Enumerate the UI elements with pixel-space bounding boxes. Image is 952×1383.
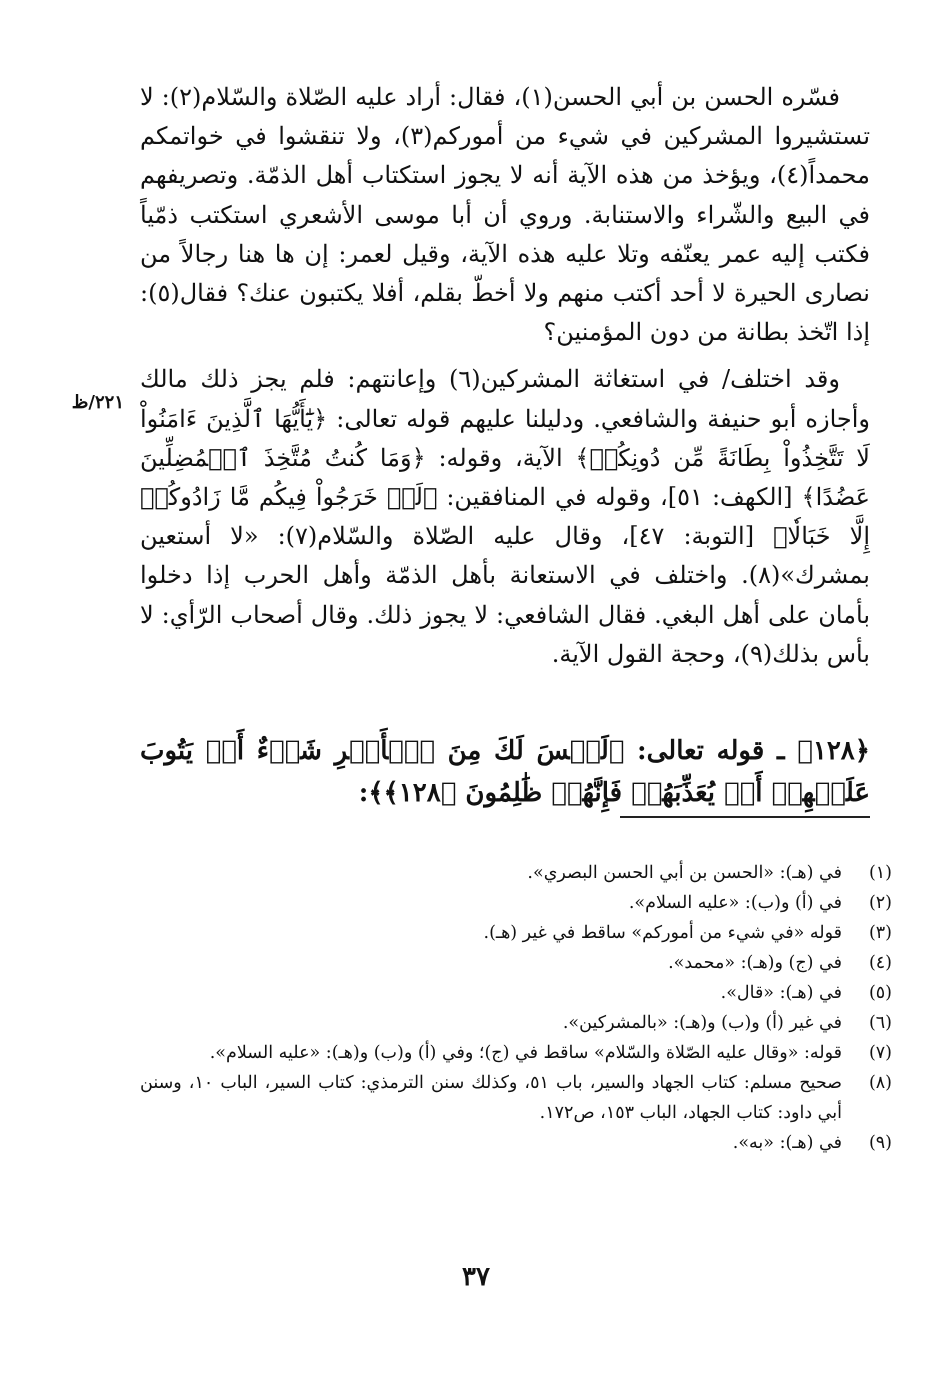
paragraph-2: وقد اختلف/ في استغاثة المشركين(٦) وإعانتهم: فلم يجز ذلك مالك وأجازه أبو حنيفة والشافعي. ودليلنا عليهم قوله تعالى: ﴿يَٰٓأَيُّهَا ٱلَّذِينَ ءَامَنُواْ لَا تَتَّخِذُواْ بِطَانَةً مِّن دُونِكُمۡ﴾ الآية، وقوله: ﴿وَمَا كُنتُ مُتَّخِذَ ٱلۡمُضِلِّينَ عَضُدًا﴾ [الكهف: ٥١]، وقوله في المنافقين: ﴿لَوۡ خَرَجُواْ فِيكُم مَّا زَادُوكُمۡ إِلَّا خَبَالٗا﴾ [التوبة: ٤٧]، وقال عليه الصّلاة والسّلام(٧): «لا أستعين بمشرك»(٨). واختلف في الاستعانة بأهل الذمّة وأهل الحرب إذا دخلوا بأمان على أهل البغي. فقال الشافعي: لا يجوز ذلك. وقال أصحاب الرّأي: لا بأس بذلك(٩)، وحجة القول الآية. [140, 365, 871, 668]
manuscript-folio-note: ٢٢١/ظ [71, 392, 124, 413]
footnote-item [140, 1038, 892, 1068]
verse-heading: ﴿١٢٨﴾ ـ قوله تعالى: ﴿لَيۡسَ لَكَ مِنَ ٱلۡأَمۡرِ شَيۡءٌ أَوۡ يَتُوبَ عَلَيۡهِمۡ أَوۡ يُعَذِّبَهُمۡ فَإِنَّهُمۡ ظَٰلِمُونَ ﴿١٢٨﴾﴾: [140, 736, 870, 808]
footnote-text: في غير (أ) و(ب) و(هـ): «بالمشركين». [562, 1013, 842, 1033]
main-text [140, 78, 870, 674]
footnote-text: في (هـ): «قال». [720, 983, 842, 1003]
footnote-item [140, 888, 892, 918]
footnote-item [140, 948, 892, 978]
footnote-text: في (أ) و(ب): «عليه السلام». [628, 893, 842, 913]
footnote-number: (٨) [868, 1073, 892, 1093]
footnote-number: (٣) [868, 923, 892, 943]
footnote-text: صحيح مسلم: كتاب الجهاد والسير، باب ٥١، وكذلك سنن الترمذي: كتاب السير، الباب ١٠، وسنن أبي داود: كتاب الجهاد، الباب ١٥٣، ص١٧٢. [140, 1073, 842, 1123]
page-number: ٣٧ [462, 1262, 490, 1292]
footnotes [140, 858, 892, 1158]
footnote-item [140, 1128, 892, 1158]
footnote-item [140, 858, 892, 888]
footnote-divider [620, 816, 870, 818]
footnote-number: (٢) [868, 893, 892, 913]
footnote-number: (٥) [868, 983, 892, 1003]
paragraph-1: فسّره الحسن بن أبي الحسن(١)، فقال: أراد عليه الصّلاة والسّلام(٢): لا تستشيروا المشركين في شيء من أموركم(٣)، ولا تنقشوا في خواتمكم محمداً(٤)، ويؤخذ من هذه الآية أنه لا يجوز استكتاب أهل الذمّة. وتصريفهم في البيع والشّراء والاستنابة. وروي أن أبا موسى الأشعري استكتب ذمّياً فكتب إليه عمر يعنّفه وتلا عليه هذه الآية، وقيل لعمر: إن ها هنا رجالاً من نصارى الحيرة لا أحد أكتب منهم ولا أخطّ بقلم، أفلا يكتبون عنك؟ فقال(٥): إذا اتّخذ بطانة من دون المؤمنين؟ [140, 83, 870, 347]
footnote-number: (٦) [868, 1013, 892, 1033]
footnote-number: (٩) [868, 1133, 892, 1153]
footnote-text: قوله: «وقال عليه الصّلاة والسّلام» ساقط في (ج)؛ وفي (أ) و(ب) و(هـ): «عليه السلام». [209, 1043, 842, 1063]
footnote-number: (٤) [868, 953, 892, 973]
footnote-number: (١) [868, 863, 892, 883]
footnote-item [140, 978, 892, 1008]
footnote-text: قوله «في شيء من أموركم» ساقط في غير (هـ). [483, 923, 842, 943]
footnote-text: في (ج) و(هـ): «محمد». [668, 953, 842, 973]
footnote-item [140, 1008, 892, 1038]
footnote-item [140, 918, 892, 948]
footnote-text: في (هـ): «الحسن بن أبي الحسن البصري». [527, 863, 842, 883]
footnote-number: (٧) [868, 1043, 892, 1063]
footnote-text: في (هـ): «به». [732, 1133, 842, 1153]
footnote-item [140, 1068, 892, 1128]
